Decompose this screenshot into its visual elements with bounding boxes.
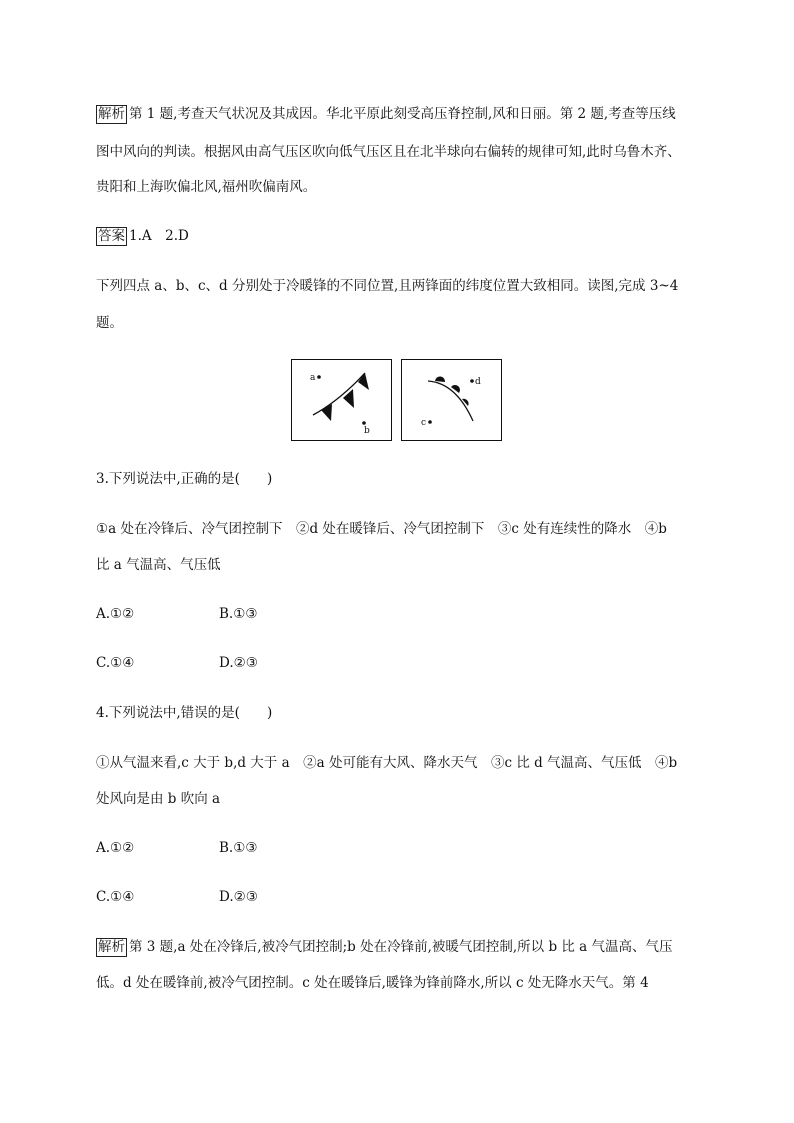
intro-line-2: 题。 [96,315,123,331]
q4-option-a[interactable]: A.①② [96,840,135,856]
q3-option-c[interactable]: C.①④ [96,655,135,671]
point-d-label: d [475,377,481,387]
cold-front-triangle [343,389,354,408]
analysis-1-line-3: 贵阳和上海吹偏北风,福州吹偏南风。 [96,179,317,195]
answer-line [96,226,189,246]
point-d-dot [470,379,474,383]
q4-stem: 4.下列说法中,错误的是( ) [96,705,273,721]
point-c-dot [428,420,432,424]
q4-statements-line-1: ①从气温来看,c 大于 b,d 大于 a ②a 处可能有大风、降水天气 ③c 比 d 气温高、气压低 ④b [96,755,678,771]
cold-front-panel [292,360,392,441]
warm-front-semicircle [435,376,445,382]
point-c-label: c [421,418,427,428]
point-a-dot [317,375,321,379]
point-b-label: b [364,426,370,436]
warm-front-panel [402,360,502,441]
analysis-text: 第 3 题,a 处在冷锋后,被冷气团控制;b 处在冷锋前,被暖气团控制,所以 b 比 a 气温高、气压 [129,939,673,955]
point-a-label: a [310,373,316,383]
q4-statements-line-2: 处风向是由 b 吹向 a [96,791,221,807]
cold-front-triangle [358,373,369,390]
intro-line-1: 下列四点 a、b、c、d 分别处于冷暖锋的不同位置,且两锋面的纬度位置大致相同。读图,完成 3~4 [96,278,679,294]
q3-option-a[interactable]: A.①② [96,606,135,622]
q4-option-d[interactable]: D.②③ [219,889,258,905]
answer-text: 1.A 2.D [129,228,189,244]
q3-statements-line-2: 比 a 气温高、气压低 [96,557,221,573]
analysis-2-line-2: 低。d 处在暖锋前,被冷气团控制。c 处在暖锋后,暖锋为锋前降水,所以 c 处无降水天气。第 4 [96,975,649,991]
analysis-text: 第 1 题,考查天气状况及其成因。华北平原此刻受高压脊控制,风和日丽。第 2 题,考查等压线 [129,106,676,122]
q3-option-b[interactable]: B.①③ [219,606,258,622]
analysis-1-line-2: 图中风向的判读。根据风由高气压区吹向低气压区且在北半球向右偏转的规律可知,此时乌鲁木齐、 [96,144,681,160]
point-b-dot [362,421,366,425]
q3-statements-line-1: ①a 处在冷锋后、冷气团控制下 ②d 处在暖锋后、冷气团控制下 ③c 处有连续性的降水 ④b [96,521,667,537]
q3-option-d[interactable]: D.②③ [219,655,258,671]
analysis-tag: 解析 [98,106,125,122]
analysis-1-line-1 [96,104,676,124]
analysis-tag: 解析 [98,939,125,955]
q4-option-b[interactable]: B.①③ [219,840,258,856]
q4-option-c[interactable]: C.①④ [96,889,135,905]
front-diagram [291,359,505,443]
cold-front-line [313,373,365,415]
analysis-2-line-1 [96,937,673,957]
answer-tag: 答案 [98,228,125,244]
q3-stem: 3.下列说法中,正确的是( ) [96,471,273,487]
